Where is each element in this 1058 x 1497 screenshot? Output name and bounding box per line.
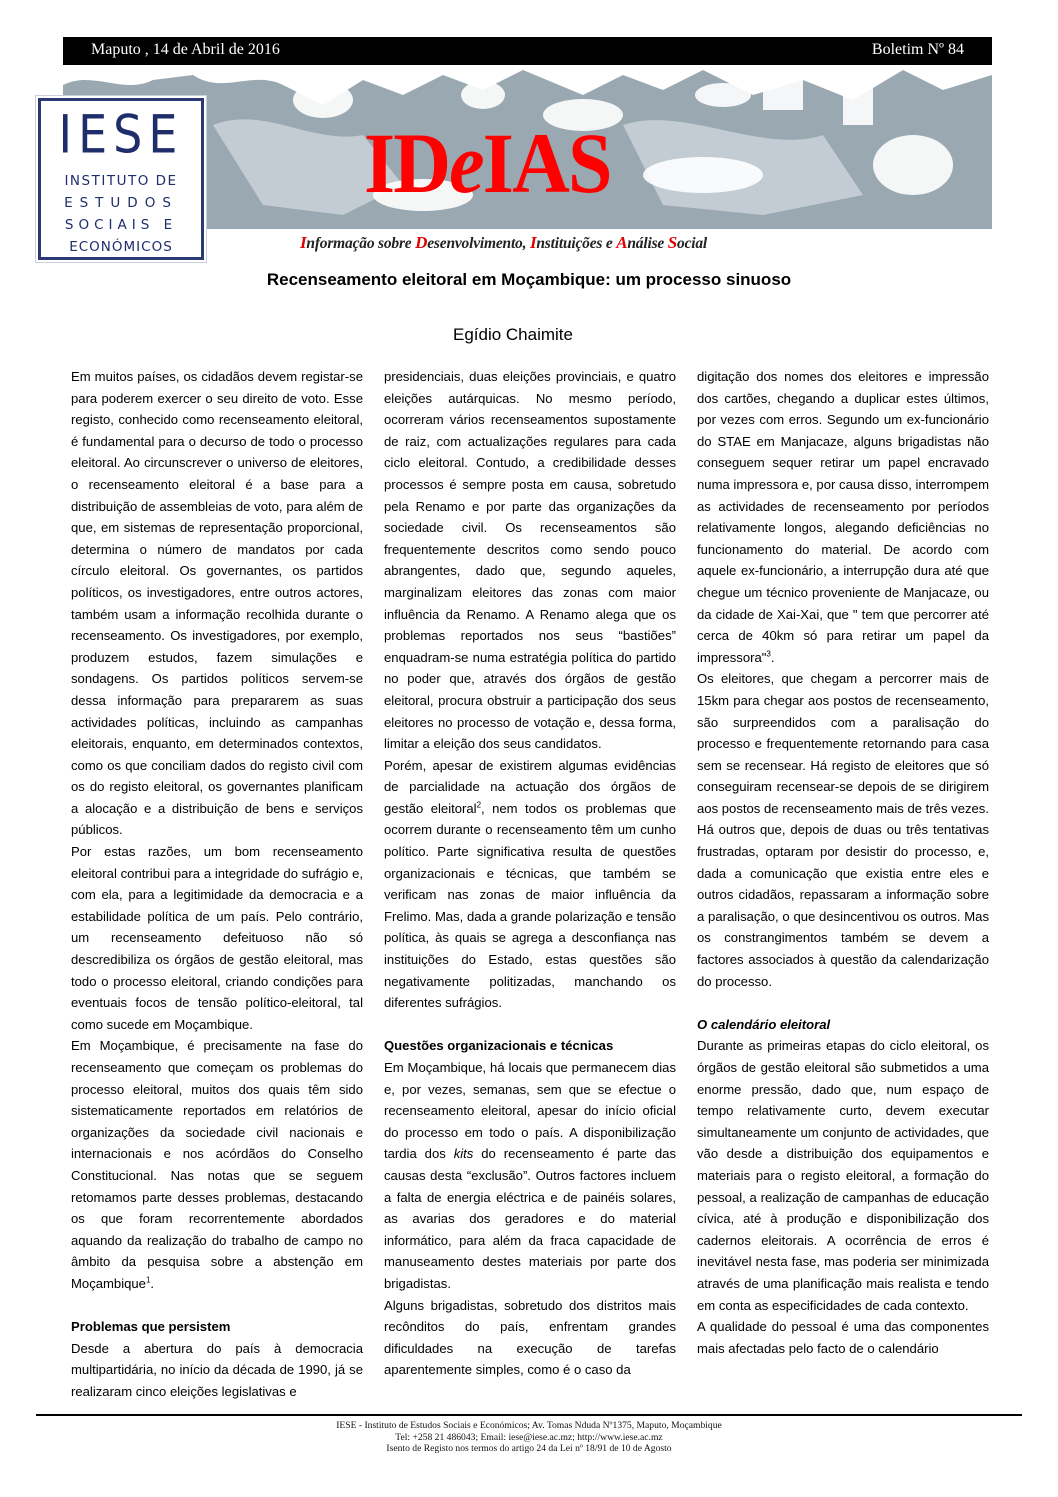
tagline-initial: I: [529, 233, 537, 252]
paragraph: Por estas razões, um bom recenseamento eleitoral contribui para a integridade do sufrágio e, com ela, para a legitimidade da democracia e a estabilidade política de um país. Pelo contrário, um recenseamento defeituoso não só descredibiliza os órgãos de gestão eleitoral, mas todo o processo eleitoral, criando condições para eventuais focos de tensão político-eleitoral, tal como sucede em Moçambique.: [71, 844, 363, 1032]
paragraph: Os eleitores, que chegam a percorrer mais de 15km para chegar aos postos de recenseamento, são surpreendidos com a paralisação do processo e frequentemente retornando para casa sem se recensear. Há registo de eleitores que só conseguiram recensear-se depois de se dirigirem aos postos de recenseamento mais de três vezes. Há outros que, depois de duas ou três tentativas frustradas, optaram por desistir do processo, e, dada a comunicação que existia entre eles e outros cidadãos, repassaram a informação sobre a paralisação, o que desincentivou os outros. Mas os constrangimentos também se devem a factores associados à questão da calendarização do processo.: [697, 671, 989, 989]
footnote-ref-2[interactable]: 2: [476, 800, 482, 810]
paragraph-text: digitação dos nomes dos eleitores e impressão dos cartões, chegando a duplicar estes últimos, por vezes com erros. Segundo um ex-funcionário do STAE em Manjacaze, alguns brigadistas não conseguem sequer retirar um papel encravado numa impressora e, por causa disso, interrompem as actividades de recenseamento por períodos relativamente longos, alegando deficiências no funcionamento do material. De acordo com aquele ex-funcionário, a interrupção dura até que chegue um técnico proveniente de Manjacaze, ou da cidade de Xai-Xai, que " tem que percorrer até cerca de 40km só para retirar um papel da impressora": [697, 369, 989, 665]
paragraph: [384, 755, 676, 1014]
paragraph-text: Porém, apesar de existirem algumas evidências de parcialidade na actuação dos órgãos de gestão eleitoral: [384, 757, 676, 816]
article-column-1: [71, 366, 363, 1403]
paragraph: presidenciais, duas eleições provinciais, e quatro eleições autárquicas. No mesmo período, ocorreram vários recenseamentos supostamente de raiz, com actualizações regulares para cada ciclo eleitoral. Contudo, a credibilidade desses processos é sempre posta em causa, sobretudo pela Renamo e por parte das organizações da sociedade civil. Os recenseamentos são frequentemente descritos como sendo pouco abrangentes, dado que, segundo aqueles, marginalizam eleitores das zonas com maior influência da Renamo. A Renamo alega que os problemas reportados nos seus “bastiões” enquadram-se numa estratégia política do partido no poder que, através dos órgãos de gestão eleitoral, procura obstruir a participação dos seus eleitores no processo de votação e, dessa forma, limitar a eleição dos seus candidatos.: [384, 369, 676, 752]
issue-number: Boletim Nº 84: [871, 41, 964, 58]
article-column-3: [697, 366, 989, 1359]
footer: [0, 1420, 1058, 1455]
masthead-title: [364, 115, 611, 211]
tagline-word: ocial: [677, 235, 708, 252]
tagline-initial: D: [415, 233, 428, 252]
tagline-word: esenvolvimento,: [427, 235, 530, 252]
tagline-word: nstituições e: [536, 235, 617, 252]
tagline-word: nformação sobre: [306, 235, 416, 252]
paragraph: [71, 1035, 363, 1294]
article-column-2: [384, 366, 676, 1381]
footer-legal: Isento de Registo nos termos do artigo 24 da Lei nº 18/91 de 10 de Agosto: [386, 1443, 672, 1455]
paragraph-text: Em Moçambique, há locais que permanecem dias e, por vezes, semanas, sem que se efectue o recenseamento eleitoral, apesar do início oficial do processo em todo o país. A disponibilização tardia dos: [384, 1060, 676, 1162]
logo-line-2: ESTUDOS: [64, 195, 178, 211]
emphasis-text: kits: [453, 1146, 474, 1162]
section-heading: Questões organizacionais e técnicas: [384, 1038, 614, 1054]
footnote-ref-3[interactable]: 3: [766, 649, 771, 659]
tagline-initial: S: [667, 233, 678, 252]
paragraph-text: do recenseamento é parte das causas desta “exclusão”. Outros factores incluem a falta de energia eléctrica e de painéis solares, as avarias dos geradores e do material informático, para além da fraca capacidade de manuseamento destes materiais por parte dos brigadistas.: [384, 1146, 676, 1291]
paragraph: Em muitos países, os cidadãos devem registar-se para poderem exercer o seu direito de voto. Esse registo, conhecido como recenseamento eleitoral, é fundamental para o decurso de todo o processo eleitoral. Ao circunscrever o universo de eleitores, o recenseamento eleitoral é a base para a distribuição de assembleias de voto, para além de que, em sistemas de representação proporcional, determina o número de mandatos por cada círculo eleitoral. Os governantes, os partidos políticos, os investigadores, entre outros actores, também usam a informação recolhida durante o recenseamento. Os investigadores, por exemplo, produzem estudos, fazem simulações e sondagens. Os partidos políticos servem-se dessa informação para prepararem as suas actividades políticas, incluindo as campanhas eleitorais, enquanto, em determinados contextos, como os que conciliam dados do registo civil com os do registo eleitoral, os governantes planificam a alocação e a distribuição de bens e serviços públicos.: [71, 369, 363, 838]
masthead-part-3: IAS: [482, 115, 611, 211]
paragraph-text: .: [770, 649, 775, 665]
paragraph: Alguns brigadistas, sobretudo dos distritos mais recônditos do país, enfrentam grandes dificuldades na execução de tarefas aparentemente simples, como é o caso da: [384, 1297, 676, 1378]
footer-divider: [36, 1414, 1022, 1416]
tagline-initial: A: [616, 233, 628, 252]
masthead-part-1: ID: [364, 115, 450, 211]
iese-logo: [38, 98, 204, 260]
publication-date: Maputo , 14 de Abril de 2016: [91, 41, 280, 58]
header-bar: [63, 37, 992, 65]
logo-line-3: SOCIAIS E: [64, 217, 178, 233]
tagline-word: nálise: [627, 235, 668, 252]
footnote-ref-1[interactable]: 1: [145, 1275, 151, 1285]
logo-acronym: IESE: [58, 102, 184, 166]
masthead-part-2: e: [449, 115, 483, 211]
article-author: Egídio Chaimite: [452, 325, 573, 344]
paragraph: Durante as primeiras etapas do ciclo eleitoral, os órgãos de gestão eleitoral são submetidos a uma enorme pressão, dado que, num espaço de tempo relativamente curto, devem executar simultaneamente um conjunto de actividades, que vão desde a distribuição dos equipamentos e materiais para o registo eleitoral, a formação do pessoal, a realização de campanhas de educação cívica, até à produção e disponibilização dos cadernos eleitorais. A ocorrência de erros é inevitável nesta fase, mas poderia ser minimizada através de uma planificação mais realista e tendo em conta as especificidades de cada contexto.: [697, 1038, 989, 1313]
paragraph-text: Em Moçambique, é precisamente na fase do recenseamento que começam os problemas do processo eleitoral, muitos dos quais têm sido sistematicamente reportados em relatórios de organizações da sociedade civil nacionais e internacionais e nos acórdãos do Conselho Constitucional. Nas notas que se seguem retomamos parte desses problemas, destacando os que foram recorrentemente abordados aquando da realização do trabalho de campo no âmbito da pesquisa sobre a abstenção em Moçambique: [71, 1038, 363, 1291]
logo-line-1: INSTITUTO DE: [64, 173, 178, 189]
paragraph: Desde a abertura do país à democracia multipartidária, no início da década de 1990, já se realizaram cinco eleições legislativas e: [71, 1340, 363, 1399]
paragraph-text: .: [150, 1275, 155, 1291]
paragraph: A qualidade do pessoal é uma das componentes mais afectadas pelo facto de o calendário: [697, 1319, 989, 1356]
article-title: Recenseamento eleitoral em Moçambique: um processo sinuoso: [266, 270, 792, 289]
paragraph-text: , nem todos os problemas que ocorrem durante o recenseamento têm um cunho político. Parte significativa resulta de questões organizacionais e técnicas, que também se verificam nas zonas de maior influência da Frelimo. Mas, dada a grande polarização e tensão política, às quais se agrega a desconfiança nas instituições do Estado, estas questões são negativamente politizadas, manchando os diferentes sufrágios.: [384, 800, 676, 1011]
paragraph: [697, 366, 989, 668]
footer-contact[interactable]: Tel: +258 21 486043; Email: iese@iese.ac.mz; http://www.iese.ac.mz: [395, 1431, 663, 1443]
paragraph: [384, 1057, 676, 1295]
section-heading: Problemas que persistem: [71, 1319, 231, 1335]
masthead-tagline: [300, 233, 707, 253]
footer-address: IESE - Instituto de Estudos Sociais e Económicos; Av. Tomas Nduda Nº1375, Maputo, Moçambique: [336, 1420, 722, 1431]
logo-line-4: ECONÓMICOS: [69, 239, 173, 255]
tagline-initial: I: [300, 233, 307, 252]
section-heading: O calendário eleitoral: [697, 1016, 831, 1032]
